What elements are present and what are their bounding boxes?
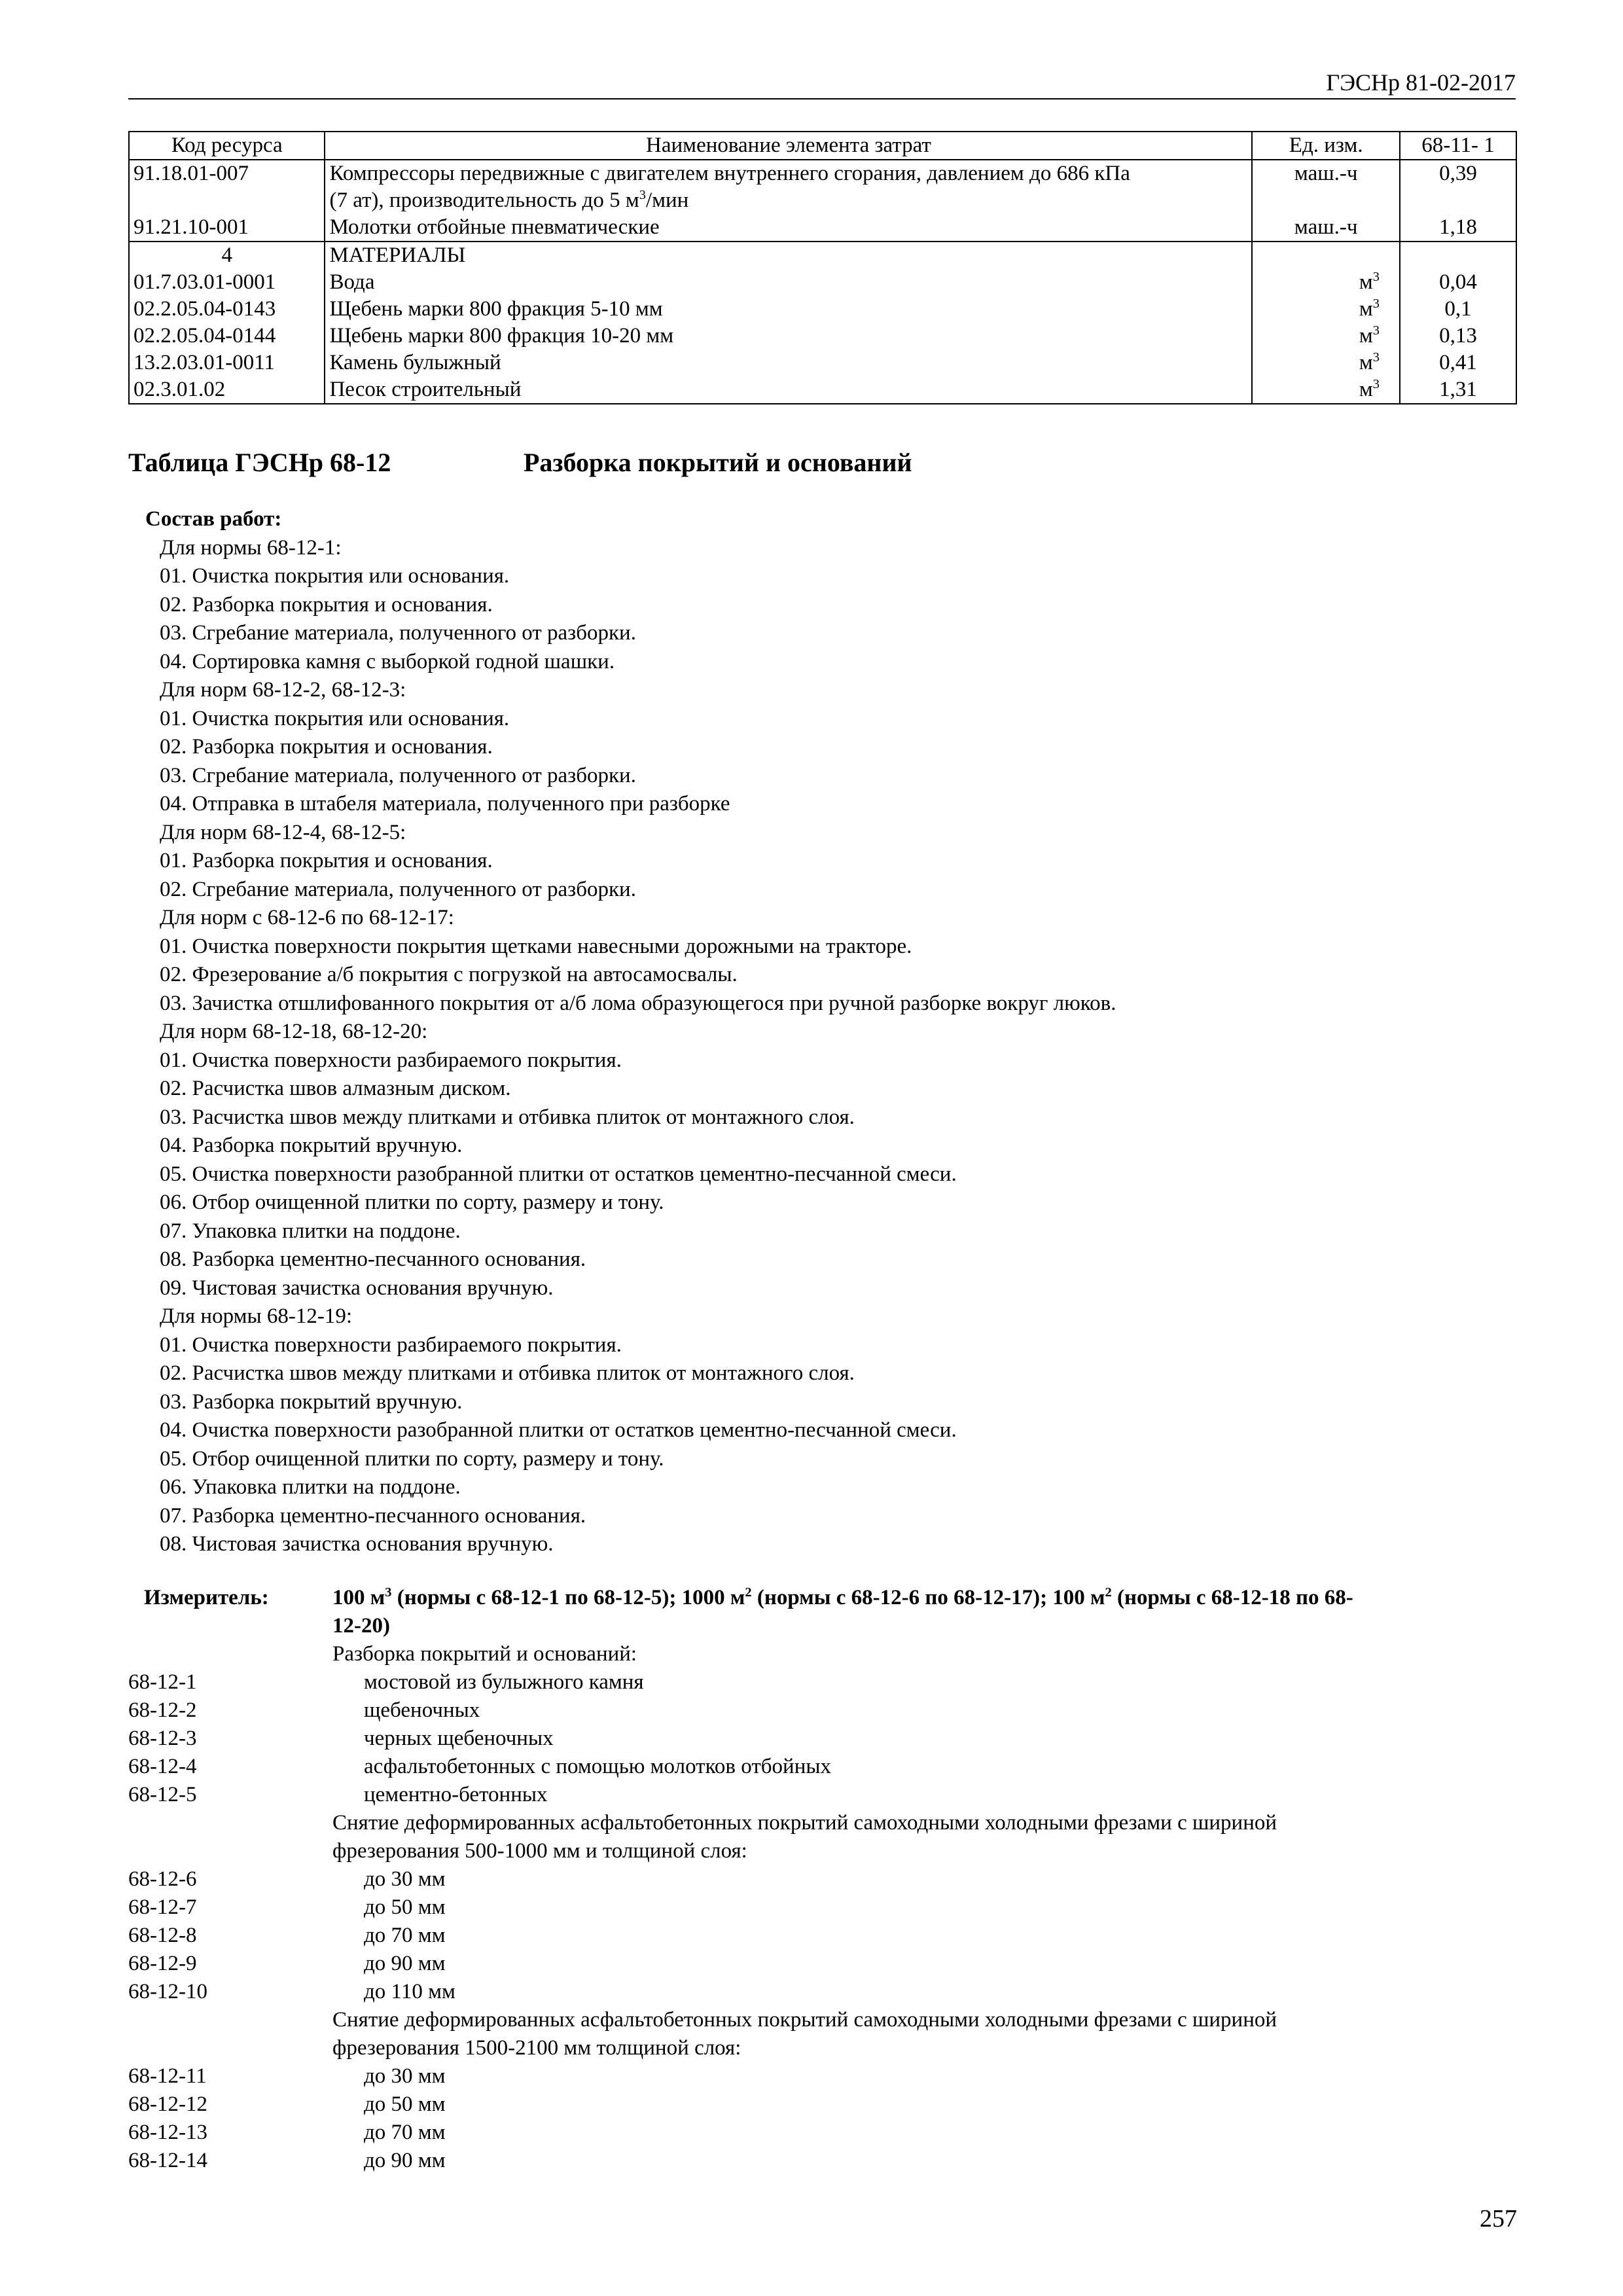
resource-unit: $м^3$ xyxy=(1252,323,1400,350)
norm-row xyxy=(128,1781,1517,1809)
resource-code: 02.2.05.04-0143 xyxy=(129,296,325,323)
norm-code: 68-12-6 xyxy=(128,1867,197,1891)
table-row xyxy=(129,296,1516,323)
list-item: 01. Очистка поверхности разбираемого покрытия. xyxy=(160,1333,622,1357)
norm-desc: до 90 мм xyxy=(364,2149,446,2172)
norm-row xyxy=(128,1922,1517,1950)
list-item: 02. Фрезерование а/б покрытия с погрузкой на автосамосвалы. xyxy=(160,963,738,986)
resource-value: 0,13 xyxy=(1400,323,1516,350)
resource-unit: маш.-ч xyxy=(1252,160,1400,214)
norm-row xyxy=(128,1978,1517,2006)
resource-unit: $м^3$ xyxy=(1252,269,1400,296)
list-item: Для норм с 68-12-6 по 68-12-17: xyxy=(160,906,454,929)
list-item: 04. Отправка в штабеля материала, полученного при разборке xyxy=(160,792,730,816)
table-row xyxy=(129,214,1516,242)
list-item: 03. Сгребание материала, полученного от разборки. xyxy=(160,763,636,787)
table-label: Таблица ГЭСНр 68-12 xyxy=(128,448,391,477)
norm-row xyxy=(128,2090,1517,2119)
resource-name: Щебень марки 800 фракция 5-10 мм xyxy=(325,296,1252,323)
list-item: 08. Разборка цементно-песчанного основания. xyxy=(160,1247,586,1271)
resource-value: 0,41 xyxy=(1400,350,1516,376)
list-item: 07. Упаковка плитки на поддоне. xyxy=(160,1219,461,1243)
list-item: 02. Сгребание материала, полученного от разборки. xyxy=(160,877,636,901)
norm-code: 68-12-11 xyxy=(128,2064,207,2088)
list-item: 02. Расчистка швов между плитками и отбивка плиток от монтажного слоя. xyxy=(160,1361,855,1385)
norm-row xyxy=(128,2062,1517,2090)
list-item: 04. Разборка покрытий вручную. xyxy=(160,1134,463,1157)
norm-desc: до 70 мм xyxy=(364,2121,446,2144)
col-header-unit: Ед. изм. xyxy=(1252,132,1400,160)
norm-desc: асфальтобетонных с помощью молотков отбойных xyxy=(364,1755,832,1778)
col-header-code: Код ресурса xyxy=(129,132,325,160)
group-title: МАТЕРИАЛЫ xyxy=(325,242,1252,269)
list-item: 04. Очистка поверхности разобранной плитки от остатков цементно-песчанной смеси. xyxy=(160,1418,957,1442)
resource-code: 02.3.01.02 xyxy=(129,376,325,404)
norm-code: 68-12-8 xyxy=(128,1924,197,1947)
group-row xyxy=(129,242,1516,269)
measure-section xyxy=(128,1584,1517,2175)
table-row xyxy=(129,160,1516,214)
list-item: 03. Расчистка швов между плитками и отбивка плиток от монтажного слоя. xyxy=(160,1105,855,1129)
page-number: 257 xyxy=(1480,2205,1517,2233)
list-item: 06. Отбор очищенной плитки по сорту, размеру и тону. xyxy=(160,1191,664,1214)
work-composition xyxy=(145,505,1116,1559)
col-header-name: Наименование элемента затрат xyxy=(325,132,1252,160)
running-header xyxy=(128,68,1516,99)
resource-value: 1,18 xyxy=(1400,214,1516,242)
col-header-norm: 68-11- 1 xyxy=(1400,132,1516,160)
list-item: Для норм 68-12-2, 68-12-3: xyxy=(160,678,406,702)
norm-desc: до 70 мм xyxy=(364,1924,446,1947)
norm-row xyxy=(128,2119,1517,2147)
norm-desc: щебеночных xyxy=(364,1698,480,1722)
resource-code: 01.7.03.01-0001 xyxy=(129,269,325,296)
resource-value: 0,1 xyxy=(1400,296,1516,323)
resource-code: 91.21.10-001 xyxy=(129,214,325,242)
norm-row xyxy=(128,1950,1517,1978)
norm-desc: до 50 мм xyxy=(364,1895,446,1919)
work-composition-list xyxy=(145,534,1116,1559)
list-item: 07. Разборка цементно-песчанного основания. xyxy=(160,1503,586,1528)
norm-code: 68-12-7 xyxy=(128,1895,197,1919)
list-item: 01. Очистка покрытия или основания. xyxy=(160,706,510,730)
norm-list xyxy=(128,1865,1517,2006)
norm-row xyxy=(128,2147,1517,2175)
group-number: 4 xyxy=(129,242,325,269)
norm-desc: до 90 мм xyxy=(364,1952,446,1975)
list-item: 04. Сортировка камня с выборкой годной шашки. xyxy=(160,649,615,673)
resource-name: Щебень марки 800 фракция 10-20 мм xyxy=(325,323,1252,350)
work-composition-heading: Состав работ: xyxy=(145,507,282,531)
norm-code: 68-12-3 xyxy=(128,1727,197,1750)
table-row xyxy=(129,350,1516,376)
resource-name-line2a: (7 ат), производительность до 5 м xyxy=(329,188,639,212)
list-item: Для нормы 68-12-1: xyxy=(160,535,342,560)
measure-row xyxy=(128,1584,1517,1640)
resource-name-line2b: /мин xyxy=(645,188,689,212)
norm-desc: до 110 мм xyxy=(364,1980,455,2003)
norm-desc: мостовой из булыжного камня xyxy=(364,1670,644,1694)
resource-value: 0,04 xyxy=(1400,269,1516,296)
norm-code: 68-12-5 xyxy=(128,1783,197,1806)
norm-code: 68-12-12 xyxy=(128,2092,207,2116)
norm-code: 68-12-9 xyxy=(128,1952,197,1975)
norm-desc: до 50 мм xyxy=(364,2092,446,2116)
norm-code: 68-12-14 xyxy=(128,2149,207,2172)
table-name: Разборка покрытий и оснований xyxy=(524,448,912,477)
list-item: 01. Очистка поверхности разбираемого покрытия. xyxy=(160,1048,622,1072)
resource-code: 91.18.01-007 xyxy=(129,160,325,214)
list-item: Для норм 68-12-18, 68-12-20: xyxy=(160,1020,428,1043)
list-item: 06. Упаковка плитки на поддоне. xyxy=(160,1475,461,1499)
norm-code: 68-12-2 xyxy=(128,1698,197,1722)
norm-list xyxy=(128,2062,1517,2175)
norm-desc: цементно-бетонных xyxy=(364,1783,548,1806)
norm-desc: до 30 мм xyxy=(364,1867,446,1891)
resource-name xyxy=(325,160,1252,214)
list-item: 03. Зачистка отшлифованного покрытия от а/б лома образующегося при ручной разборке вокруг люков. xyxy=(160,991,1116,1015)
doc-code: ГЭСНр 81-02-2017 xyxy=(1326,69,1516,96)
list-item: 02. Расчистка швов алмазным диском. xyxy=(160,1077,511,1100)
norm-intro: Снятие деформированных асфальтобетонных покрытий самоходными холодными фрезами с шириной фрезерования 1500-2100 мм толщиной слоя: xyxy=(332,2008,1277,2060)
list-item: 01. Разборка покрытия и основания. xyxy=(160,849,493,872)
norm-row xyxy=(128,1865,1517,1893)
table-row xyxy=(129,376,1516,404)
norm-desc: до 30 мм xyxy=(364,2064,446,2088)
resource-unit: маш.-ч xyxy=(1252,214,1400,242)
norm-row xyxy=(128,1668,1517,1696)
table-header-row xyxy=(129,132,1516,160)
norm-row xyxy=(128,1696,1517,1725)
measure-label: Измеритель: xyxy=(144,1586,269,1609)
norm-code: 68-12-4 xyxy=(128,1755,197,1778)
measure-value: 100 $м^3$ (нормы с 68-12-1 по 68-12-5); 1000 $м^2$ (нормы с 68-12-6 по 68-12-17); 100 $м^2$ (нормы с 68-12-18 по 68- 12-20) xyxy=(332,1585,1353,1638)
resource-unit: $м^3$ xyxy=(1252,350,1400,376)
norm-row xyxy=(128,1725,1517,1753)
list-item: 05. Отбор очищенной плитки по сорту, размеру и тону. xyxy=(160,1446,664,1471)
list-item: 01. Очистка поверхности покрытия щетками навесными дорожными на тракторе. xyxy=(160,934,912,958)
list-item: 08. Чистовая зачистка основания вручную. xyxy=(160,1532,554,1556)
list-item: 03. Сгребание материала, полученного от разборки. xyxy=(160,621,636,645)
list-item: 01. Очистка покрытия или основания. xyxy=(160,564,510,588)
resource-name: Молотки отбойные пневматические xyxy=(325,214,1252,242)
list-item: 02. Разборка покрытия и основания. xyxy=(160,592,493,617)
table-row xyxy=(129,269,1516,296)
resource-code: 02.2.05.04-0144 xyxy=(129,323,325,350)
table-title xyxy=(128,446,912,479)
unit-superscript: 3 xyxy=(639,188,646,202)
resource-unit: $м^3$ xyxy=(1252,376,1400,404)
resource-name: Песок строительный xyxy=(325,376,1252,404)
resource-value: 1,31 xyxy=(1400,376,1516,404)
norm-code: 68-12-1 xyxy=(128,1670,197,1694)
resource-name: Камень булыжный xyxy=(325,350,1252,376)
norm-intro: Разборка покрытий и оснований: xyxy=(332,1642,637,1666)
norm-row xyxy=(128,1753,1517,1781)
norm-list xyxy=(128,1668,1517,1809)
resource-code: 13.2.03.01-0011 xyxy=(129,350,325,376)
list-item: 09. Чистовая зачистка основания вручную. xyxy=(160,1276,554,1300)
list-item: Для норм 68-12-4, 68-12-5: xyxy=(160,820,406,844)
norm-code: 68-12-10 xyxy=(128,1980,207,2003)
norm-intro: Снятие деформированных асфальтобетонных покрытий самоходными холодными фрезами с шириной фрезерования 500-1000 мм и толщиной слоя: xyxy=(332,1811,1277,1863)
resource-name-line1: Компрессоры передвижные с двигателем внутреннего сгорания, давлением до 686 кПа xyxy=(329,162,1130,185)
resource-value: 0,39 xyxy=(1400,160,1516,214)
resource-unit: $м^3$ xyxy=(1252,296,1400,323)
norm-desc: черных щебеночных xyxy=(364,1727,554,1750)
norm-row xyxy=(128,1893,1517,1922)
resource-table xyxy=(128,131,1517,404)
norm-code: 68-12-13 xyxy=(128,2121,207,2144)
resource-name: Вода xyxy=(325,269,1252,296)
table-row xyxy=(129,323,1516,350)
list-item: 05. Очистка поверхности разобранной плитки от остатков цементно-песчанной смеси. xyxy=(160,1162,957,1186)
list-item: 03. Разборка покрытий вручную. xyxy=(160,1390,463,1414)
list-item: 02. Разборка покрытия и основания. xyxy=(160,735,493,759)
list-item: Для нормы 68-12-19: xyxy=(160,1304,353,1328)
